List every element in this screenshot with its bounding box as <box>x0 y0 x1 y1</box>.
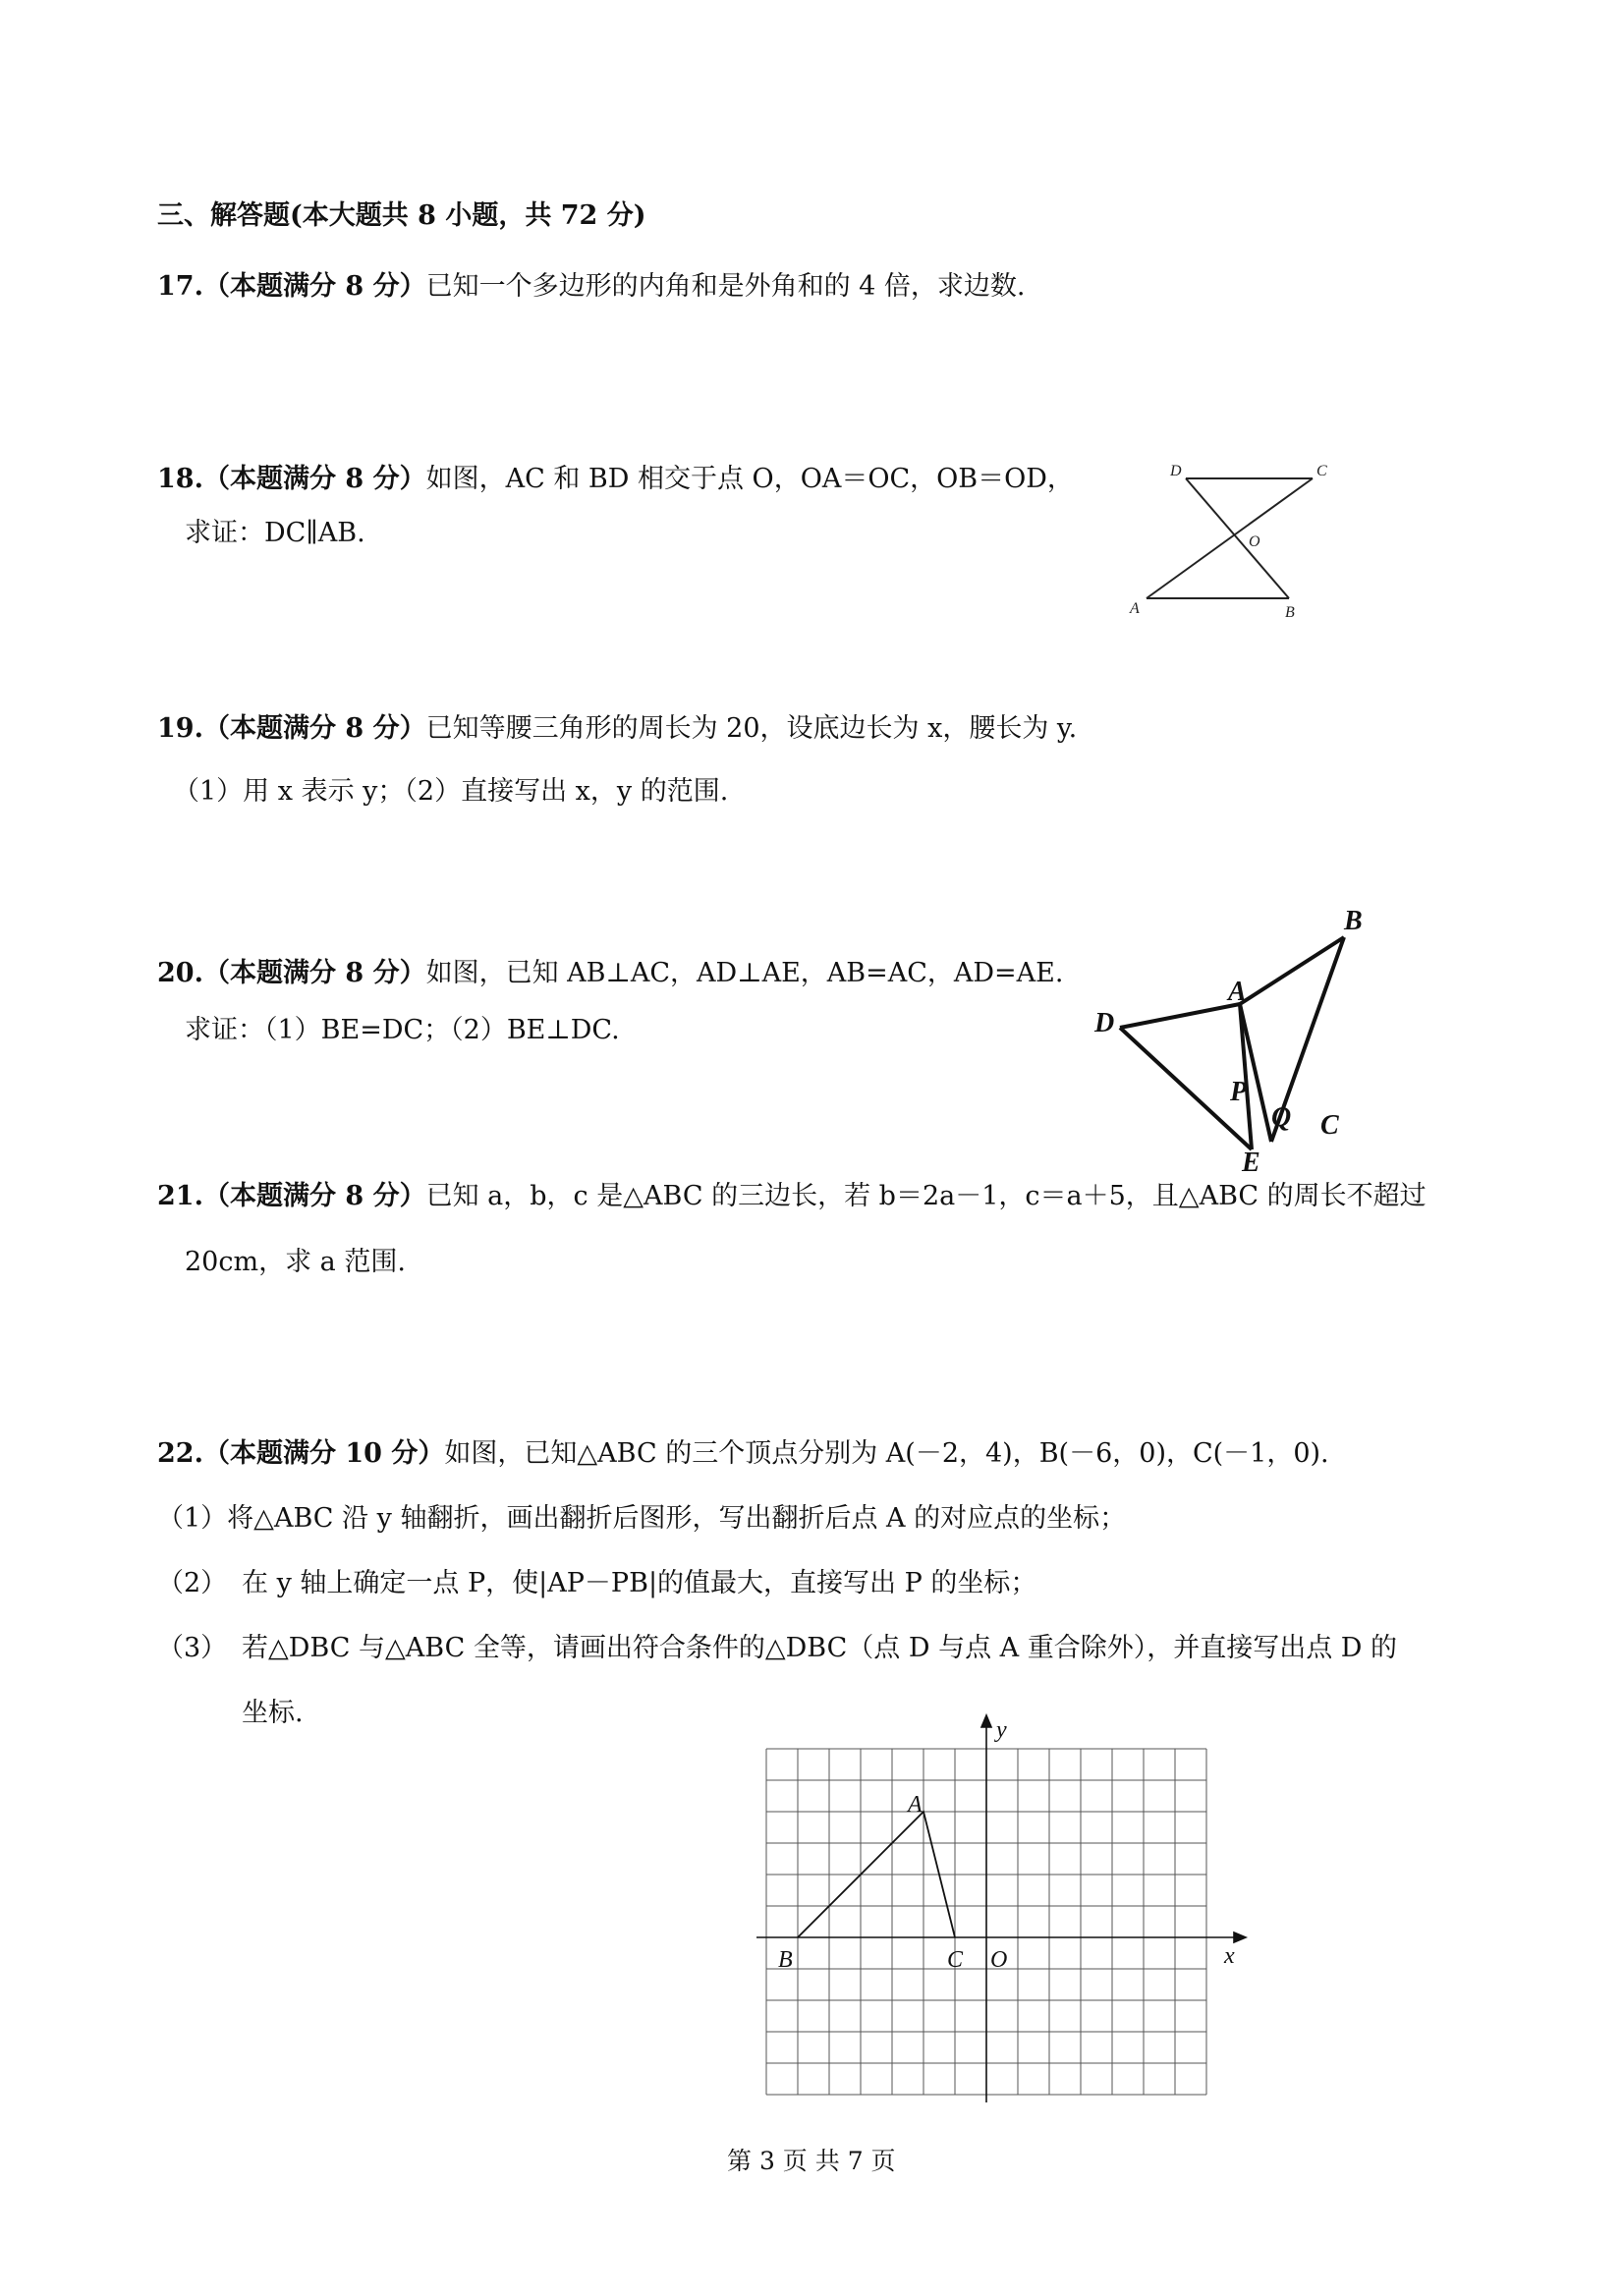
grid-label-a: A <box>908 1792 923 1818</box>
question-score: （本题满分 8 分） <box>202 713 426 744</box>
grid-label-x: x <box>1224 1943 1235 1969</box>
section-title: 三、解答题(本大题共 8 小题，共 72 分) <box>157 200 646 231</box>
question-text: 已知等腰三角形的周长为 20，设底边长为 x，腰长为 y. <box>425 713 1078 744</box>
question-score: （本题满分 8 分） <box>202 1181 426 1211</box>
question-score: （本题满分 8 分） <box>202 271 426 302</box>
question-text: 已知 a，b，c 是△ABC 的三边长，若 b＝2a－1，c＝a＋5，且△ABC 的周长不超过 <box>425 1181 1427 1211</box>
question-18-line-2: 求证：DC∥AB. <box>185 518 365 548</box>
question-number: 21. <box>157 1181 203 1211</box>
fig18-label-b: B <box>1285 604 1295 621</box>
fig18-label-d: D <box>1170 463 1182 479</box>
fig20-label-b: B <box>1344 906 1363 936</box>
grid-label-b: B <box>778 1947 793 1973</box>
fig20-label-p: P <box>1230 1077 1248 1107</box>
fig20-label-q: Q <box>1271 1102 1292 1133</box>
fig20-label-d: D <box>1094 1008 1115 1038</box>
page-footer: 第 3 页 共 7 页 <box>727 2147 896 2175</box>
question-22-part-2 <box>157 1566 227 1601</box>
x-axis-arrow <box>1234 1932 1246 1942</box>
y-axis-arrow <box>981 1715 991 1727</box>
question-22-part-1: （1）将△ABC 沿 y 轴翻折，画出翻折后图形，写出翻折后点 A 的对应点的坐标； <box>157 1503 1127 1534</box>
question-number: 20. <box>157 958 203 988</box>
question-text: 已知一个多边形的内角和是外角和的 4 倍，求边数. <box>425 271 1026 302</box>
question-20 <box>157 956 1063 991</box>
fig20-label-e: E <box>1242 1148 1260 1178</box>
question-21-line-2: 20cm，求 a 范围. <box>185 1247 406 1277</box>
question-22-part-2-text: 在 y 轴上确定一点 P，使|AP－PB|的值最大，直接写出 P 的坐标； <box>242 1568 1037 1598</box>
question-score: （本题满分 8 分） <box>202 958 426 988</box>
question-18 <box>157 462 1074 497</box>
question-19-line-2: （1）用 x 表示 y；（2）直接写出 x，y 的范围. <box>173 776 729 807</box>
question-17 <box>157 269 1026 305</box>
question-20-line-2: 求证：（1）BE=DC；（2）BE⊥DC. <box>185 1015 620 1045</box>
grid-label-c: C <box>947 1947 964 1973</box>
q20-figure <box>1081 894 1375 1179</box>
fig20-label-a: A <box>1228 977 1247 1007</box>
question-number: 19. <box>157 713 203 744</box>
grid-label-y: y <box>996 1717 1007 1743</box>
question-number: 22. <box>157 1438 203 1469</box>
question-score: （本题满分 8 分） <box>202 464 426 494</box>
fig20-label-c: C <box>1320 1110 1339 1141</box>
part-number: （2） <box>157 1568 228 1598</box>
question-22-part-3-line-2: 坐标. <box>242 1698 304 1728</box>
question-21 <box>157 1179 1427 1214</box>
question-text: 如图，已知 AB⊥AC，AD⊥AE，AB=AC，AD=AE. <box>425 958 1064 988</box>
question-22-part-3-text: 若△DBC 与△ABC 全等，请画出符合条件的△DBC（点 D 与点 A 重合除外），并直接写出点 D 的 <box>242 1633 1398 1663</box>
fig18-label-o: O <box>1249 533 1260 550</box>
grid-label-o: O <box>990 1947 1008 1973</box>
question-number: 18. <box>157 464 203 494</box>
question-22-part-3 <box>157 1631 227 1666</box>
question-text: 如图，AC 和 BD 相交于点 O，OA＝OC，OB＝OD， <box>425 464 1074 494</box>
q18-figure <box>1120 452 1336 629</box>
question-number: 17. <box>157 271 203 302</box>
coordinate-grid <box>747 1709 1258 2112</box>
question-score: （本题满分 10 分） <box>202 1438 445 1469</box>
question-19 <box>157 711 1077 747</box>
question-text: 如图，已知△ABC 的三个顶点分别为 A(－2，4)，B(－6，0)，C(－1，0). <box>444 1438 1329 1469</box>
fig18-label-a: A <box>1130 600 1140 617</box>
part-number: （3） <box>157 1633 228 1663</box>
question-22 <box>157 1436 1329 1472</box>
fig18-label-c: C <box>1316 463 1327 479</box>
